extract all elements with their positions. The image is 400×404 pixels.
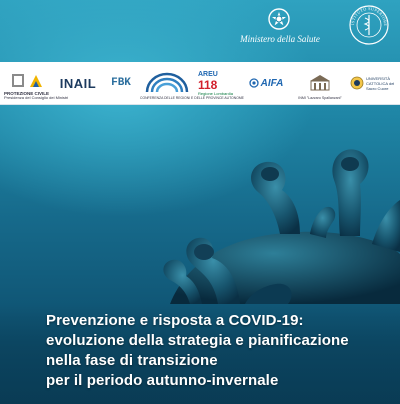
cattolica-wordmark: UNIVERSITÀ CATTOLICA del Sacro Cuore bbox=[366, 75, 395, 91]
partners-logo-strip bbox=[0, 62, 400, 105]
conferenza-regioni-icon bbox=[143, 72, 191, 94]
title-line-4: per il periodo autunno-invernale bbox=[46, 372, 279, 389]
inail-logo bbox=[56, 66, 100, 100]
protezione-civile-sub: Presidenza del Consiglio dei Ministri bbox=[4, 95, 69, 100]
iss-seal-icon bbox=[348, 4, 390, 46]
document-title bbox=[0, 304, 400, 404]
header-logos bbox=[232, 4, 392, 48]
spallanzani-logo bbox=[296, 66, 344, 100]
areu-wordmark: AREU bbox=[198, 70, 218, 78]
title-line-1: Prevenzione e risposta a COVID-19: bbox=[46, 312, 304, 329]
conferenza-regioni-sub: CONFERENZA DELLE REGIONI E DELLE PROVINCE AUTONOME bbox=[140, 96, 244, 100]
protezione-civile-name: PROTEZIONE CIVILE bbox=[4, 91, 50, 96]
spallanzani-building-icon bbox=[309, 74, 331, 92]
fbk-wordmark: FBK bbox=[111, 77, 131, 89]
title-line-2: evoluzione della strategia e pianificazione bbox=[46, 332, 349, 349]
aifa-wordmark: AIFA bbox=[260, 77, 284, 89]
ministry-caption: Ministero della Salute bbox=[240, 34, 320, 44]
aifa-mark-icon bbox=[249, 78, 259, 88]
spallanzani-sub: INMI "Lazzaro Spallanzani" bbox=[298, 96, 342, 100]
areu-118-logo bbox=[198, 66, 236, 100]
protezione-civile-logo bbox=[4, 66, 69, 100]
italian-republic-emblem-icon bbox=[266, 6, 292, 32]
fbk-logo bbox=[106, 66, 136, 100]
coronavirus-illustration bbox=[0, 104, 400, 304]
areu-118-number: 118 bbox=[198, 77, 218, 92]
title-line-3: nella fase di transizione bbox=[46, 352, 218, 369]
aifa-logo bbox=[242, 66, 290, 100]
iss-seal-text: ISTITUTO SUPERIORE bbox=[349, 5, 389, 27]
cattolica-logo bbox=[348, 66, 398, 100]
inail-wordmark: INAIL bbox=[59, 75, 97, 91]
cattolica-seal-icon bbox=[350, 76, 364, 90]
regione-lombardia-label: Regione Lombardia bbox=[198, 90, 233, 96]
